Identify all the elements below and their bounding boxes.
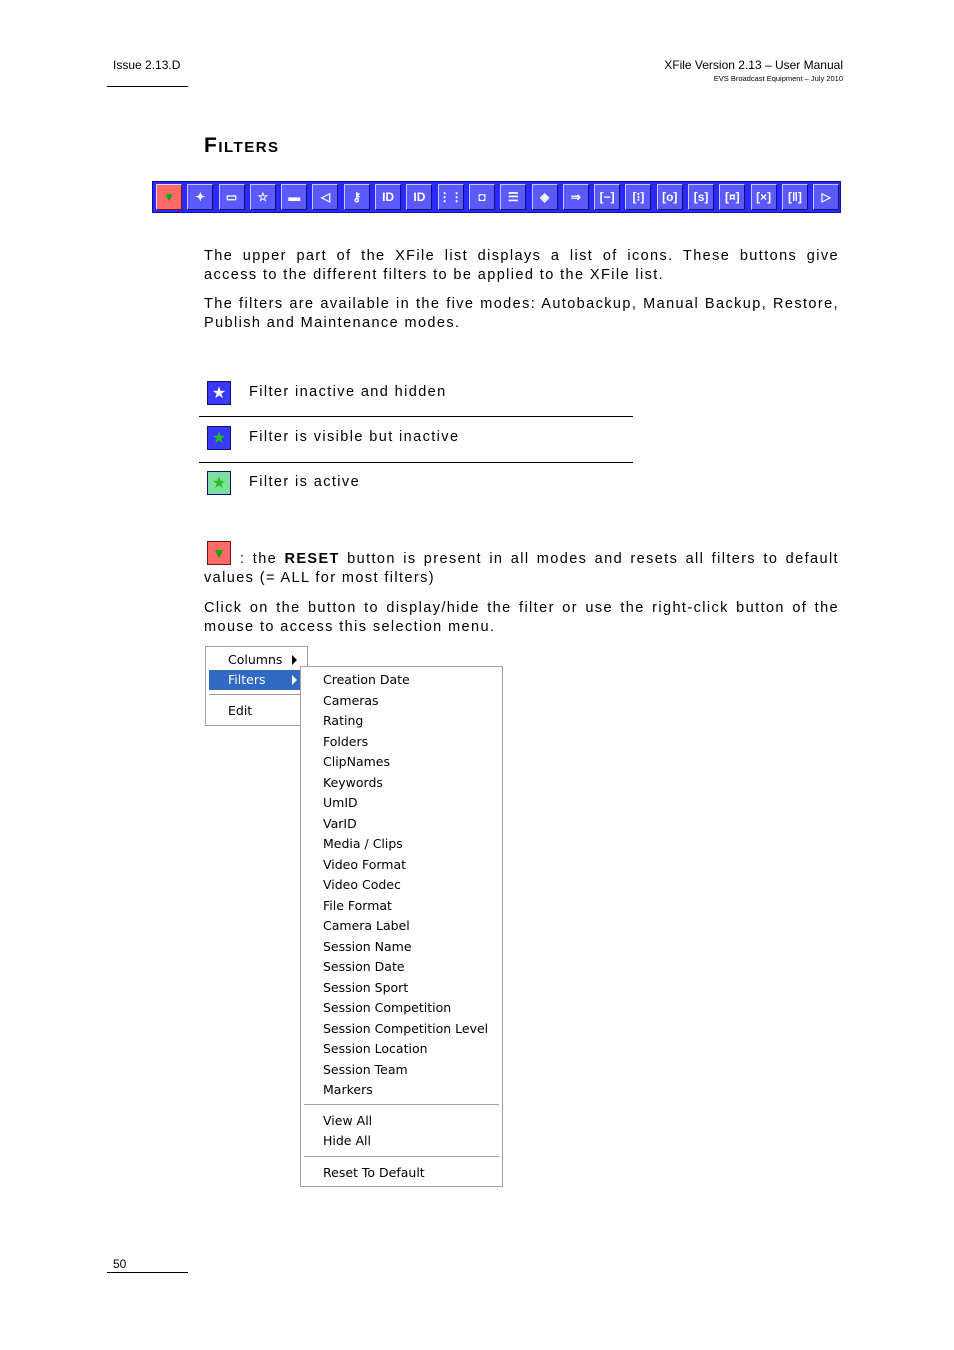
intro-paragraph-1: The upper part of the XFile list displays a list of icons. These buttons give access to the different filters to be applied to the XFile list.	[204, 248, 839, 283]
menu-separator	[304, 1156, 499, 1157]
varid-icon[interactable]: ID	[406, 184, 432, 210]
submenu-item[interactable]: ClipNames	[323, 754, 390, 769]
submenu-item-reset-default[interactable]: Reset To Default	[323, 1165, 425, 1180]
submenu-item[interactable]: Session Name	[323, 938, 412, 954]
filters-submenu	[300, 666, 503, 1187]
legend-row-visible	[199, 426, 633, 471]
header-rule	[107, 86, 188, 87]
file-format-icon[interactable]: ⇒	[563, 184, 589, 210]
legend-row-hidden	[199, 381, 633, 426]
legend-row-active	[199, 471, 633, 516]
legend-label: Filter inactive and hidden	[249, 384, 447, 400]
legend-label: Filter is visible but inactive	[249, 429, 460, 445]
menu-separator	[304, 1104, 499, 1105]
menu-item-edit[interactable]: Edit	[228, 703, 253, 718]
manual-title: XFile Version 2.13 – User Manual	[664, 58, 843, 72]
legend-label: Filter is active	[249, 474, 361, 490]
session-team-icon[interactable]: [‖]	[782, 184, 808, 210]
key-icon[interactable]: ⚷	[344, 184, 370, 210]
submenu-item[interactable]: File Format	[323, 897, 392, 913]
menu-separator	[209, 694, 302, 695]
submenu-item[interactable]: Markers	[323, 1082, 373, 1097]
star-icon[interactable]: ☆	[250, 184, 276, 210]
submenu-item[interactable]: Video Codec	[323, 877, 401, 892]
submenu-item[interactable]: Session Location	[323, 1041, 428, 1056]
funnel-icon[interactable]: ▼	[156, 184, 182, 210]
menu-item-columns[interactable]: Columns	[228, 652, 283, 667]
submenu-item[interactable]: Camera Label	[323, 918, 410, 933]
intro-paragraph-2: The filters are available in the five modes: Autobackup, Manual Backup, Restore, Publish and Maintenance modes.	[204, 296, 839, 331]
reset-prefix: : the	[240, 551, 285, 567]
compass-icon[interactable]: ✦	[187, 184, 213, 210]
reset-paragraph	[204, 550, 839, 588]
page-number: 50	[113, 1257, 127, 1271]
star-icon-visible-inactive: ★	[207, 426, 231, 450]
submenu-item[interactable]: Session Sport	[323, 979, 409, 995]
camera-label-icon[interactable]: [−]	[594, 184, 620, 210]
session-name-icon[interactable]: [⁝]	[625, 184, 651, 210]
reset-funnel-icon: ▼	[207, 541, 231, 565]
menu-item-filters[interactable]: Filters	[228, 672, 266, 687]
star-icon-inactive-hidden: ★	[207, 381, 231, 405]
footer-rule	[107, 1272, 188, 1273]
chevron-right-icon	[292, 675, 297, 685]
submenu-item[interactable]: VarID	[323, 815, 357, 831]
submenu-item[interactable]: Session Competition	[323, 1000, 452, 1015]
submenu-item[interactable]: Media / Clips	[323, 836, 403, 851]
submenu-item[interactable]: UmID	[323, 795, 358, 810]
tag-icon[interactable]: ◁	[312, 184, 338, 210]
folder-icon[interactable]: ▬	[281, 184, 307, 210]
submenu-item[interactable]: Creation Date	[323, 672, 410, 687]
submenu-item[interactable]: Session Competition Level	[323, 1020, 489, 1036]
click-paragraph: Click on the button to display/hide the filter or use the right-click button of the mouse to access this selection menu.	[204, 600, 839, 635]
submenu-item[interactable]: Folders	[323, 733, 369, 749]
legend-divider	[199, 462, 633, 463]
camera-icon[interactable]: ▭	[219, 184, 245, 210]
submenu-item[interactable]: Rating	[323, 713, 364, 728]
submenu-item-hide-all[interactable]: Hide All	[323, 1133, 371, 1148]
issue-label: Issue 2.13.D	[113, 58, 181, 72]
session-date-icon[interactable]: [o]	[657, 184, 683, 210]
submenu-item[interactable]: Session Team	[323, 1061, 408, 1077]
chevron-right-icon	[292, 655, 297, 665]
star-icon-active: ★	[207, 471, 231, 495]
flag-icon[interactable]: ▷	[813, 184, 839, 210]
submenu-item[interactable]: Session Date	[323, 959, 405, 974]
section-title: Filters	[204, 134, 280, 157]
session-competition-icon[interactable]: [¤]	[719, 184, 745, 210]
filter-toolbar	[152, 181, 841, 213]
reset-suffix: button is present in all modes and resets all filters to default values (= ALL for most filters)	[204, 551, 839, 586]
reset-keyword: RESET	[284, 551, 340, 567]
submenu-item[interactable]: Cameras	[323, 692, 379, 708]
grid-icon[interactable]: ⋮⋮	[438, 184, 464, 210]
media-icon[interactable]: ◘	[469, 184, 495, 210]
video-format-icon[interactable]: ☰	[500, 184, 526, 210]
umid-icon[interactable]: ID	[375, 184, 401, 210]
company-label: EVS Broadcast Equipment – July 2010	[713, 74, 843, 83]
legend-divider	[199, 416, 633, 417]
codec-icon[interactable]: ◈	[532, 184, 558, 210]
submenu-item-view-all[interactable]: View All	[323, 1113, 373, 1128]
context-menu	[205, 646, 308, 726]
session-sport-icon[interactable]: [s]	[688, 184, 714, 210]
submenu-item[interactable]: Video Format	[323, 856, 407, 872]
submenu-item[interactable]: Keywords	[323, 774, 383, 790]
session-location-icon[interactable]: [×]	[751, 184, 777, 210]
